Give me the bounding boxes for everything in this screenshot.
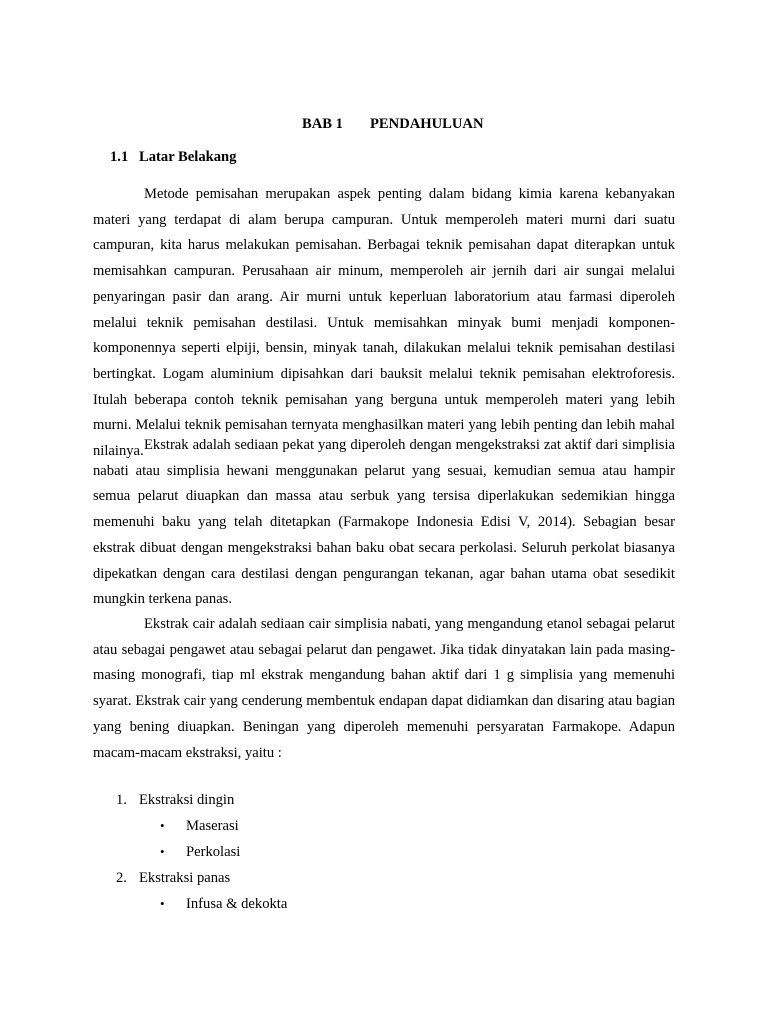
bullet-item — [160, 844, 240, 861]
list-item — [116, 792, 234, 809]
paragraph-2: Ekstrak adalah sediaan pekat yang diperoleh dengan mengekstraksi zat aktif dari simplisia nabati atau simplisia hewani menggunakan pelarut yang sesuai, kemudian semua atau hampir semua pelarut diuapkan dan massa atau serbuk yang tersisa diperlakukan sedemikian hingga memenuhi baku yang telah ditetapkan (Farmakope Indonesia Edisi V, 2014). Sebagian besar ekstrak dibuat dengan mengekstraksi bahan baku obat secara perkolasi. Seluruh perkolat biasanya dipekatkan dengan cara destilasi dengan pengurangan tekanan, agar bahan utama obat sesedikit mungkin terkena panas. — [93, 437, 675, 608]
bullet-label: Infusa & dekokta — [186, 896, 288, 912]
bullet-icon: • — [160, 818, 165, 833]
list-number: 2. — [116, 870, 127, 886]
chapter-title: PENDAHULUAN — [370, 116, 484, 132]
paragraph-3-block — [93, 612, 675, 766]
paragraph-1-block — [93, 182, 675, 465]
section-number: 1.1 — [110, 149, 129, 165]
list-number: 1. — [116, 792, 127, 808]
list-label: Ekstraksi dingin — [139, 792, 235, 808]
list-item — [116, 870, 230, 887]
bullet-label: Perkolasi — [186, 844, 241, 860]
paragraph-2-block — [93, 433, 675, 613]
section-heading — [110, 149, 236, 166]
paragraph-3: Ekstrak cair adalah sediaan cair simplisia nabati, yang mengandung etanol sebagai pelarut atau sebagai pengawet atau sebagai pelarut dan pengawet. Jika tidak dinyatakan lain pada masing-masing monografi, tiap ml ekstrak mengandung bahan aktif dari 1 g simplisia yang memenuhi syarat. Ekstrak cair yang cenderung membentuk endapan dapat didiamkan dan disaring atau bagian yang bening diuapkan. Beningan yang diperoleh memenuhi persyaratan Farmakope. Adapun macam-macam ekstraksi, yaitu : — [93, 616, 675, 761]
paragraph-1: Metode pemisahan merupakan aspek penting dalam bidang kimia karena kebanyakan materi yang terdapat di alam berupa campuran. Untuk memperoleh materi murni dari suatu campuran, kita harus melakukan pemisahan. Berbagai teknik pemisahan dapat diterapkan untuk memisahkan campuran. Perusahaan air minum, memperoleh air jernih dari air sungai melalui penyaringan pasir dan arang. Air murni untuk keperluan laboratorium atau farmasi diperoleh melalui teknik pemisahan destilasi. Untuk memisahkan minyak bumi menjadi komponen-komponennya seperti elpiji, bensin, minyak tanah, dilakukan melalui teknik pemisahan destilasi bertingkat. Logam aluminium dipisahkan dari bauksit melalui teknik pemisahan elektroforesis. Itulah beberapa contoh teknik pemisahan yang berguna untuk memperoleh materi yang lebih murni. Melalui teknik pemisahan ternyata menghasilkan materi yang lebih penting dan lebih mahal nilainya. — [93, 186, 675, 460]
bullet-icon: • — [160, 844, 165, 859]
bullet-item — [160, 896, 287, 913]
bullet-label: Maserasi — [186, 818, 239, 834]
list-label: Ekstraksi panas — [139, 870, 231, 886]
section-title: Latar Belakang — [139, 149, 237, 165]
chapter-number: BAB 1 — [302, 116, 343, 132]
bullet-item — [160, 818, 239, 835]
bullet-icon: • — [160, 896, 165, 911]
